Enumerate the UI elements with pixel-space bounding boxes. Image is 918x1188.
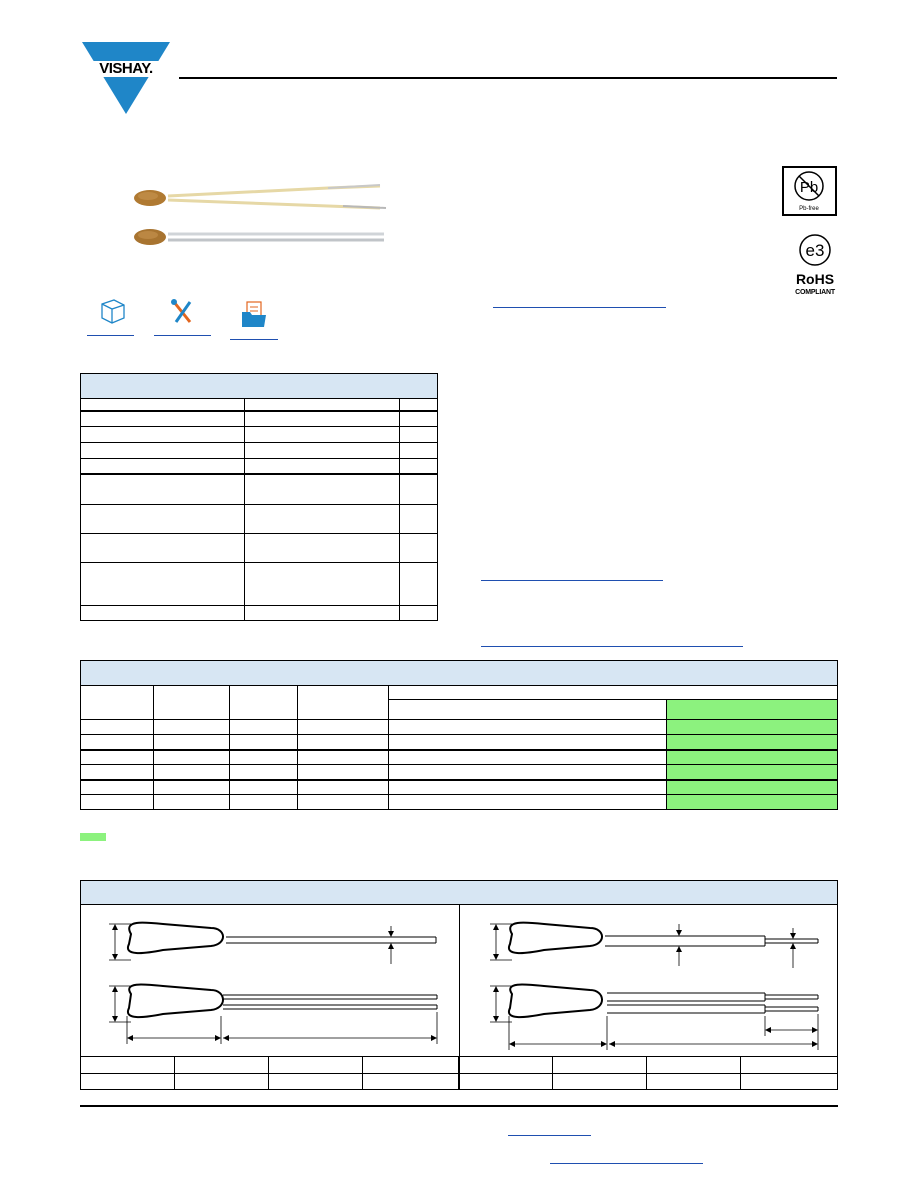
brand-name: VISHAY. — [80, 61, 172, 77]
e3-symbol: e3 — [805, 241, 825, 260]
table-header-band — [80, 880, 838, 905]
pb-symbol: Pb — [799, 179, 819, 196]
pb-free-label: Pb-free — [799, 206, 819, 212]
rohs-badge — [790, 232, 840, 302]
highlight-cell — [667, 795, 837, 809]
highlight-cell — [667, 751, 837, 764]
dimension-drawing-right — [460, 904, 838, 1054]
footer-link-underline-1[interactable] — [508, 1135, 591, 1136]
vishay-logo — [80, 42, 172, 114]
rohs-label: RoHS — [795, 271, 835, 287]
link-underline-2[interactable] — [481, 580, 663, 581]
dimension-drawing-left — [81, 904, 459, 1054]
table-header-band — [80, 660, 838, 686]
highlight-cell — [667, 720, 837, 734]
3d-model-icon — [87, 296, 134, 332]
header-rule — [179, 77, 837, 79]
rohs-compliant-label: COMPLIANT — [795, 289, 835, 296]
design-tools-icon — [154, 296, 211, 332]
electrical-data-table — [80, 660, 838, 686]
highlight-cell — [667, 735, 837, 749]
quick-reference-table — [80, 373, 438, 399]
quick-link-documents[interactable] — [230, 300, 278, 340]
documents-folder-icon — [230, 300, 278, 336]
link-underline-1[interactable] — [493, 307, 666, 308]
footer-link-underline-2[interactable] — [550, 1163, 703, 1164]
pb-free-badge — [782, 166, 837, 216]
highlight-cell — [667, 700, 837, 719]
dimensions-table — [80, 880, 838, 1090]
footer-rule — [80, 1105, 838, 1107]
quick-link-3d-model[interactable] — [87, 296, 134, 336]
highlight-cell — [667, 781, 837, 794]
highlight-cell — [667, 765, 837, 779]
highlight-legend-swatch — [80, 833, 106, 841]
table-header-band — [80, 373, 438, 399]
vishay-logo-triangle — [80, 42, 172, 114]
link-underline-3[interactable] — [481, 646, 743, 647]
product-photo — [128, 180, 390, 252]
quick-link-design-tools[interactable] — [154, 296, 211, 336]
